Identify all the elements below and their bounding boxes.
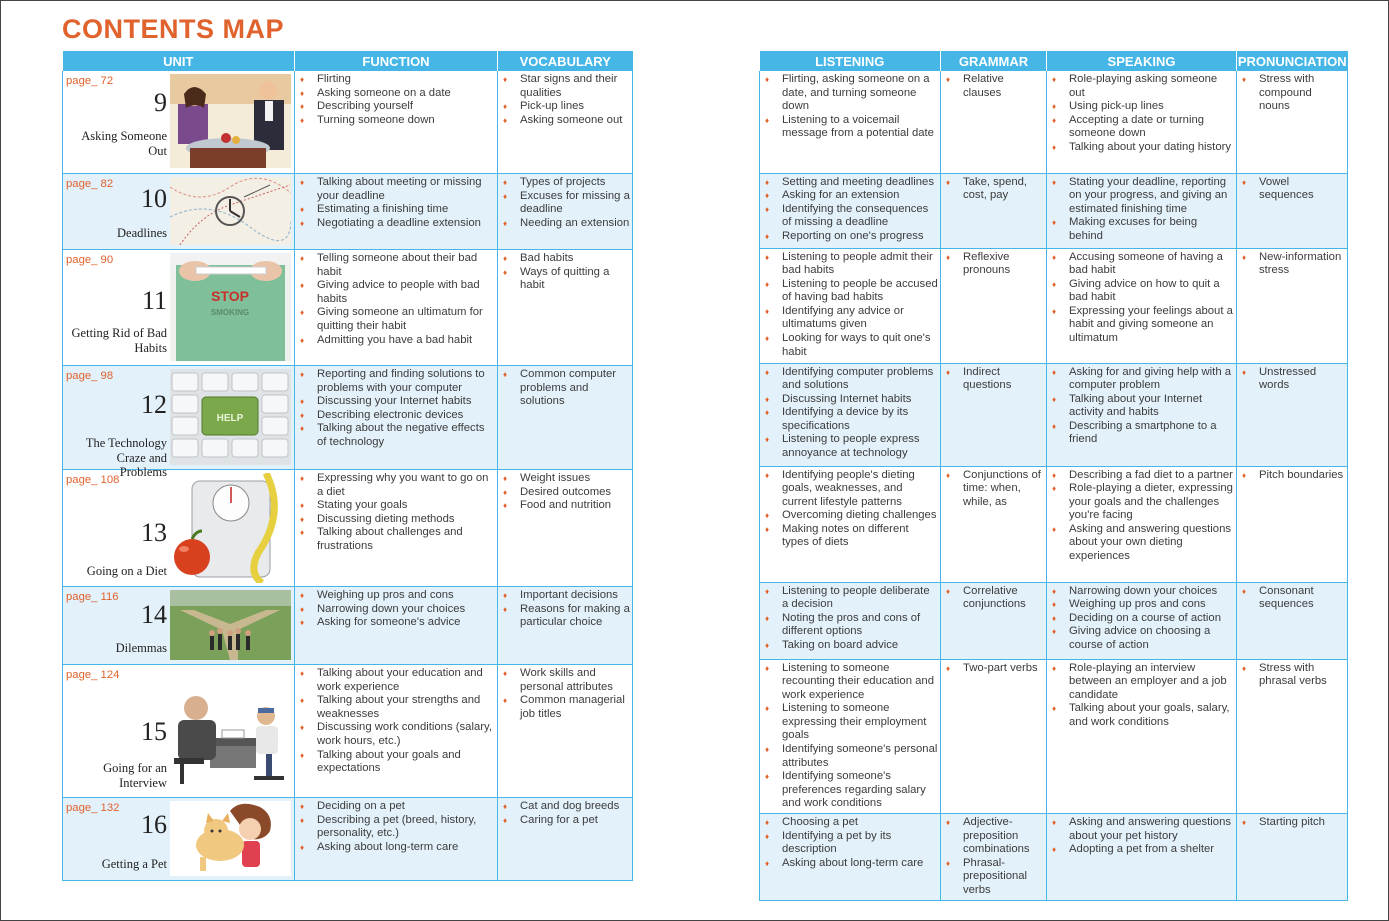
function-item: ♦ Narrowing down your choices [299,603,495,617]
listening-item: ♦ Setting and meeting deadlines [764,176,938,190]
pronunciation-list [1241,816,1345,830]
function-item: ♦ Stating your goals [299,499,495,513]
vocabulary-cell [498,71,633,174]
listening-item: ♦ Overcoming dieting challenges [764,509,938,523]
listening-item: ♦ Flirting, asking someone on a date, and turning someone down [764,73,938,114]
function-cell [295,587,498,665]
speaking-list [1051,366,1234,448]
function-item: ♦ Reporting and finding solutions to problems with your computer [299,368,495,395]
vocabulary-item: ♦ Common computer problems and solutions [502,368,630,409]
speaking-list [1051,73,1234,155]
function-list [299,472,495,554]
function-cell [295,470,498,587]
unit-title: Deadlines [117,226,167,240]
function-list [299,252,495,347]
function-cell [295,665,498,798]
pronunciation-cell [1237,582,1348,659]
speaking-list [1051,469,1234,564]
vocabulary-list [502,667,630,721]
grammar-cell [941,363,1047,466]
unit-page-number[interactable]: page_ 72 [66,75,114,87]
unit-number: 13 [141,518,167,547]
speaking-item: ♦ Asking and answering questions about your own dieting experiences [1051,523,1234,564]
listening-item: ♦ Identifying a device by its specifications [764,406,938,433]
listening-cell [760,466,941,582]
pronunciation-cell [1237,248,1348,363]
vocabulary-item: ♦ Reasons for making a particular choice [502,603,630,630]
function-item: ♦ Flirting [299,73,495,87]
function-item: ♦ Talking about the negative effects of technology [299,422,495,449]
vocabulary-cell [498,250,633,366]
listening-item: ♦ Identifying computer problems and solutions [764,366,938,393]
function-list [299,176,495,230]
listening-cell [760,659,941,814]
listening-item: ♦ Asking for an extension [764,189,938,203]
pronunciation-cell [1237,814,1348,901]
function-list [299,368,495,450]
vocabulary-item: ♦ Work skills and personal attributes [502,667,630,694]
grammar-item: ♦ Take, spend, cost, pay [945,176,1044,203]
unit-page-number[interactable]: page_ 116 [66,591,119,603]
speaking-item: ♦ Adopting a pet from a shelter [1051,843,1234,857]
vocabulary-item: ♦ Needing an extension [502,217,630,231]
pronunciation-item: ♦ Pitch boundaries [1241,469,1345,483]
grammar-item: ♦ Phrasal-prepositional verbs [945,857,1044,898]
listening-item: ♦ Choosing a pet [764,816,938,830]
unit-number: 11 [141,286,167,315]
function-item: ♦ Giving someone an ultimatum for quitting their habit [299,306,495,333]
unit-cell [63,174,295,250]
speaking-item: ♦ Role-playing an interview between an employer and a job candidate [1051,662,1234,703]
grammar-item: ♦ Indirect questions [945,366,1044,393]
vocabulary-item: ♦ Ways of quitting a habit [502,266,630,293]
unit-row-left [63,71,633,174]
pronunciation-item: ♦ Starting pitch [1241,816,1345,830]
pronunciation-list [1241,73,1345,114]
vocabulary-item: ♦ Desired outcomes [502,486,630,500]
speaking-item: ♦ Describing a fad diet to a partner [1051,469,1234,483]
unit-title: Going on a Diet [86,564,167,578]
speaking-cell [1047,582,1237,659]
speaking-cell [1047,659,1237,814]
vocabulary-header: VOCABULARY [498,51,633,71]
vocabulary-cell [498,798,633,881]
grammar-header: GRAMMAR [941,51,1047,71]
unit-row-left [63,470,633,587]
listening-list [764,366,938,461]
function-cell [295,798,498,881]
unit-title: Getting Rid of Bad Habits [71,326,167,355]
listening-item: ♦ Discussing Internet habits [764,393,938,407]
function-item: ♦ Talking about meeting or missing your deadline [299,176,495,203]
unit-row-left [63,366,633,470]
grammar-list [945,251,1044,278]
speaking-item: ♦ Giving advice on how to quit a bad habit [1051,278,1234,305]
listening-list [764,469,938,551]
speaking-list [1051,251,1234,346]
unit-title: Dilemmas [115,641,167,655]
speaking-item: ♦ Narrowing down your choices [1051,585,1234,599]
unit-number: 15 [141,717,167,746]
unit-number: 16 [141,810,167,839]
function-item: ♦ Telling someone about their bad habit [299,252,495,279]
girl-hugging-cat-illustration [170,801,291,876]
unit-page-number[interactable]: page_ 90 [66,254,114,266]
function-item: ♦ Negotiating a deadline extension [299,217,495,231]
pronunciation-item: ♦ Stress with compound nouns [1241,73,1345,114]
listening-cell [760,173,941,248]
unit-cell [63,366,295,479]
grammar-list [945,662,1044,676]
pronunciation-item: ♦ Unstressed words [1241,366,1345,393]
vocabulary-list [502,176,630,230]
unit-cell [63,798,295,881]
unit-cell [63,250,295,366]
listening-header: LISTENING [760,51,941,71]
grammar-cell [941,71,1047,173]
listening-cell [760,71,941,173]
left-contents-table [62,51,633,881]
unit-page-number[interactable]: page_ 132 [66,802,120,814]
function-list [299,800,495,854]
unit-title: Going for an Interview [103,761,167,790]
function-cell [295,174,498,250]
function-item: ♦ Describing yourself [299,100,495,114]
speaking-item: ♦ Talking about your Internet activity and habits [1051,393,1234,420]
speaking-cell [1047,248,1237,363]
speaking-item: ♦ Role-playing asking someone out [1051,73,1234,100]
listening-item: ♦ Making notes on different types of diets [764,523,938,550]
unit-number: 14 [141,600,167,629]
unit-row-right [760,173,1348,248]
speaking-item: ♦ Accusing someone of having a bad habit [1051,251,1234,278]
grammar-item: ♦ Relative clauses [945,73,1044,100]
vocabulary-item: ♦ Common managerial job titles [502,694,630,721]
keyboard-help-key-illustration [170,369,291,465]
unit-row-right [760,248,1348,363]
pronunciation-item: ♦ Stress with phrasal verbs [1241,662,1345,689]
listening-item: ♦ Identifying the consequences of missing a deadline [764,203,938,230]
function-item: ♦ Giving advice to people with bad habits [299,279,495,306]
function-list [299,73,495,127]
pronunciation-list [1241,585,1345,612]
listening-item: ♦ Noting the pros and cons of different options [764,612,938,639]
grammar-list [945,816,1044,898]
function-item: ♦ Talking about your education and work experience [299,667,495,694]
grammar-cell [941,659,1047,814]
right-contents-table [759,51,1348,901]
pronunciation-header: PRONUNCIATION [1237,51,1348,71]
function-cell [295,250,498,366]
function-list [299,667,495,776]
function-header: FUNCTION [295,51,498,71]
pronunciation-list [1241,176,1345,203]
unit-row-right [760,71,1348,173]
listening-item: ♦ Listening to someone expressing their employment goals [764,702,938,743]
listening-cell [760,248,941,363]
unit-page-number[interactable]: page_ 82 [66,178,114,190]
couple-at-restaurant-illustration [170,74,291,168]
vocabulary-cell [498,174,633,250]
listening-item: ♦ Identifying someone's preferences regarding salary and work conditions [764,770,938,811]
right-header-row [760,51,1348,71]
vocabulary-item: ♦ Weight issues [502,472,630,486]
unit-number: 10 [141,184,167,213]
vocabulary-list [502,252,630,293]
unit-row-right [760,363,1348,466]
listening-item: ♦ Identifying someone's personal attributes [764,743,938,770]
speaking-item: ♦ Expressing your feelings about a habit and giving someone an ultimatum [1051,305,1234,346]
speaking-item: ♦ Describing a smartphone to a friend [1051,420,1234,447]
unit-row-right [760,814,1348,901]
vocabulary-item: ♦ Pick-up lines [502,100,630,114]
unit-row-right [760,466,1348,582]
function-item: ♦ Discussing your Internet habits [299,395,495,409]
left-header-row [63,51,633,71]
unit-cell [63,470,295,587]
speaking-item: ♦ Talking about your dating history [1051,141,1234,155]
function-item: ♦ Asking for someone's advice [299,616,495,630]
function-item: ♦ Discussing work conditions (salary, work hours, etc.) [299,721,495,748]
unit-row-left [63,665,633,798]
page-title: CONTENTS MAP [62,14,284,44]
function-item: ♦ Turning someone down [299,114,495,128]
listening-item: ♦ Listening to people deliberate a decision [764,585,938,612]
speaking-list [1051,816,1234,857]
listening-list [764,662,938,812]
grammar-cell [941,248,1047,363]
pronunciation-list [1241,251,1345,278]
pronunciation-cell [1237,363,1348,466]
unit-row-left [63,587,633,665]
pronunciation-cell [1237,173,1348,248]
function-item: ♦ Deciding on a pet [299,800,495,814]
svg-text:HELP: HELP [216,413,244,424]
vocabulary-cell [498,665,633,798]
unit-number: 9 [154,88,167,117]
listening-item: ♦ Identifying a pet by its description [764,830,938,857]
function-item: ♦ Expressing why you want to go on a diet [299,472,495,499]
listening-list [764,73,938,141]
listening-cell [760,582,941,659]
vocabulary-item: ♦ Types of projects [502,176,630,190]
grammar-list [945,366,1044,393]
unit-row-left [63,250,633,366]
listening-cell [760,363,941,466]
grammar-item: ♦ Reflexive pronouns [945,251,1044,278]
unit-cell [63,587,295,665]
vocabulary-list [502,589,630,630]
vocabulary-item: ♦ Asking someone out [502,114,630,128]
function-list [299,589,495,630]
listening-list [764,585,938,653]
speaking-item: ♦ Making excuses for being behind [1051,216,1234,243]
grammar-cell [941,814,1047,901]
speaking-item: ♦ Asking and answering questions about your pet history [1051,816,1234,843]
pronunciation-list [1241,469,1345,483]
listening-cell [760,814,941,901]
vocabulary-item: ♦ Bad habits [502,252,630,266]
speaking-list [1051,176,1234,244]
speaking-item: ♦ Asking for and giving help with a computer problem [1051,366,1234,393]
listening-item: ♦ Listening to people be accused of having bad habits [764,278,938,305]
grammar-list [945,469,1044,510]
pronunciation-cell [1237,71,1348,173]
function-item: ♦ Weighing up pros and cons [299,589,495,603]
speaking-cell [1047,173,1237,248]
listening-item: ♦ Listening to people admit their bad habits [764,251,938,278]
listening-item: ♦ Listening to a voicemail message from a potential date [764,114,938,141]
unit-row-right [760,582,1348,659]
grammar-item: ♦ Conjunctions of time: when, while, as [945,469,1044,510]
unit-page-number[interactable]: page_ 108 [66,474,120,486]
svg-text:SMOKING: SMOKING [210,308,250,317]
vocabulary-item: ♦ Cat and dog breeds [502,800,630,814]
listening-list [764,816,938,870]
grammar-list [945,585,1044,612]
speaking-item: ♦ Accepting a date or turning someone down [1051,114,1234,141]
speaking-item: ♦ Stating your deadline, reporting on your progress, and giving an estimated finishing time [1051,176,1234,217]
speaking-list [1051,585,1234,653]
unit-cell [63,71,295,174]
function-item: ♦ Describing a pet (breed, history, personality, etc.) [299,814,495,841]
speaking-item: ♦ Talking about your goals, salary, and work conditions [1051,702,1234,729]
svg-text:STOP: STOP [211,288,249,304]
unit-cell [63,665,295,798]
scale-apple-tape-illustration [170,473,291,583]
vocabulary-cell [498,470,633,587]
speaking-cell [1047,71,1237,173]
vocabulary-item: ♦ Excuses for missing a deadline [502,190,630,217]
function-item: ♦ Talking about your goals and expectations [299,749,495,776]
vocabulary-item: ♦ Food and nutrition [502,499,630,513]
speaking-list [1051,662,1234,730]
speaking-item: ♦ Deciding on a course of action [1051,612,1234,626]
grammar-item: ♦ Two-part verbs [945,662,1044,676]
pronunciation-list [1241,366,1345,393]
crossroads-people-illustration [170,590,291,660]
unit-number: 12 [141,390,167,419]
clock-map-illustration [170,177,291,245]
vocabulary-item: ♦ Star signs and their qualities [502,73,630,100]
speaking-cell [1047,363,1237,466]
listening-item: ♦ Identifying any advice or ultimatums given [764,305,938,332]
pronunciation-cell [1237,466,1348,582]
listening-item: ♦ Looking for ways to quit one's habit [764,332,938,359]
function-item: ♦ Admitting you have a bad habit [299,334,495,348]
vocabulary-list [502,73,630,127]
speaking-cell [1047,466,1237,582]
listening-item: ♦ Asking about long-term care [764,857,938,871]
listening-item: ♦ Listening to people express annoyance at technology [764,433,938,460]
grammar-cell [941,173,1047,248]
listening-item: ♦ Taking on board advice [764,639,938,653]
function-cell [295,71,498,174]
unit-title: Asking Someone Out [81,129,167,158]
function-item: ♦ Estimating a finishing time [299,203,495,217]
listening-list [764,251,938,360]
speaking-item: ♦ Weighing up pros and cons [1051,598,1234,612]
function-item: ♦ Asking someone on a date [299,87,495,101]
listening-item: ♦ Reporting on one's progress [764,230,938,244]
grammar-list [945,176,1044,203]
unit-page-number[interactable]: page_ 98 [66,370,114,382]
unit-row-left [63,798,633,881]
job-interview-illustration [170,668,291,793]
vocabulary-item: ♦ Important decisions [502,589,630,603]
function-item: ♦ Describing electronic devices [299,409,495,423]
grammar-item: ♦ Correlative conjunctions [945,585,1044,612]
vocabulary-list [502,368,630,409]
function-item: ♦ Talking about challenges and frustrations [299,526,495,553]
vocabulary-cell [498,587,633,665]
vocabulary-cell [498,366,633,470]
unit-row-right [760,659,1348,814]
vocabulary-list [502,472,630,513]
pronunciation-list [1241,662,1345,689]
grammar-cell [941,582,1047,659]
unit-header: UNIT [63,51,295,71]
pronunciation-item: ♦ Vowel sequences [1241,176,1345,203]
grammar-cell [941,466,1047,582]
function-item: ♦ Asking about long-term care [299,841,495,855]
function-cell [295,366,498,470]
unit-title: Getting a Pet [101,857,167,871]
vocabulary-item: ♦ Caring for a pet [502,814,630,828]
speaking-cell [1047,814,1237,901]
speaking-item: ♦ Role-playing a dieter, expressing your goals and the challenges you're facing [1051,482,1234,523]
listening-list [764,176,938,244]
function-item: ♦ Talking about your strengths and weaknesses [299,694,495,721]
unit-title: The Technology Craze and Problems [85,436,167,479]
speaking-item: ♦ Using pick-up lines [1051,100,1234,114]
listening-item: ♦ Listening to someone recounting their education and work experience [764,662,938,703]
grammar-item: ♦ Adjective-preposition combinations [945,816,1044,857]
pronunciation-item: ♦ Consonant sequences [1241,585,1345,612]
speaking-item: ♦ Giving advice on choosing a course of action [1051,625,1234,652]
stop-smoking-illustration [170,253,291,361]
unit-page-number[interactable]: page_ 124 [66,669,120,681]
grammar-list [945,73,1044,100]
pronunciation-cell [1237,659,1348,814]
unit-row-left [63,174,633,250]
listening-item: ♦ Identifying people's dieting goals, weaknesses, and current lifestyle patterns [764,469,938,510]
vocabulary-list [502,800,630,827]
speaking-header: SPEAKING [1047,51,1237,71]
function-item: ♦ Discussing dieting methods [299,513,495,527]
pronunciation-item: ♦ New-information stress [1241,251,1345,278]
